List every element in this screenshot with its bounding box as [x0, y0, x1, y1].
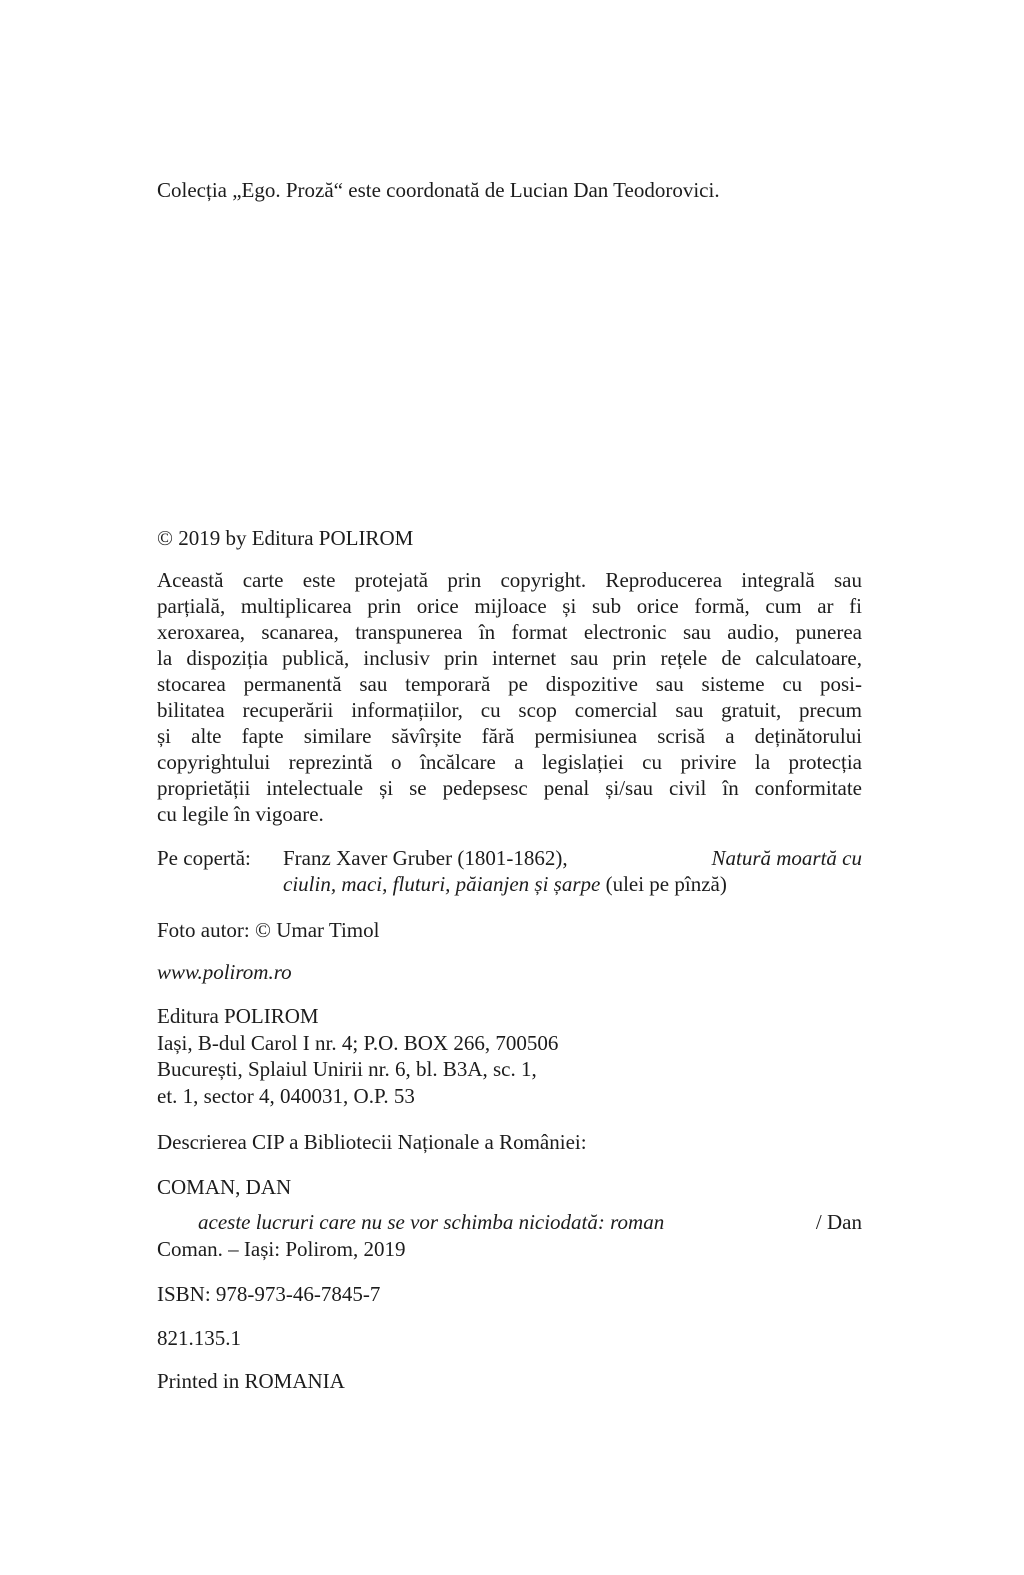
cip-imprint: Coman. – Iași: Polirom, 2019: [157, 1237, 406, 1261]
paragraph-line: la dispoziția publică, inclusiv prin internet sau prin rețele de calculatoare,: [157, 646, 862, 670]
cover-title-part2: ciulin, maci, fluturi, păianjen și șarpe: [283, 872, 601, 896]
cip-author: COMAN, DAN: [157, 1175, 292, 1199]
paragraph-line: parțială, multiplicarea prin orice mijloace și sub orice formă, cum ar fi: [157, 594, 862, 618]
cip-classification: 821.135.1: [157, 1326, 241, 1350]
paragraph-line: și alte fapte similare săvîrșite fără permisiunea scrisă a deținătorului: [157, 724, 862, 748]
cover-line-2: [283, 871, 727, 897]
cip-title-line: [198, 1209, 862, 1235]
cip-title: aceste lucruri care nu se vor schimba niciodată: roman: [198, 1210, 665, 1234]
cover-line-1: [283, 845, 862, 871]
cover-medium: (ulei pe pînză): [605, 872, 727, 896]
paragraph-line: cu legile în vigoare.: [157, 802, 324, 826]
copyright-line: © 2019 by Editura POLIROM: [157, 526, 414, 550]
cip-heading: Descrierea CIP a Bibliotecii Naționale a României:: [157, 1130, 587, 1154]
publisher-line: Iași, B-dul Carol I nr. 4; P.O. BOX 266, 700506: [157, 1031, 559, 1055]
printed-in: Printed in ROMANIA: [157, 1369, 345, 1393]
publisher-line: Editura POLIROM: [157, 1004, 319, 1028]
cover-title-part1: Natură moartă cu: [711, 846, 862, 870]
paragraph-line: bilitatea recuperării informațiilor, cu scop comercial sau gratuit, precum: [157, 698, 862, 722]
cover-label: Pe copertă:: [157, 846, 251, 870]
paragraph-line: stocarea permanentă sau temporară pe dispozitive sau sisteme cu posi-: [157, 672, 862, 696]
paragraph-line: proprietății intelectuale și se pedepsesc penal și/sau civil în conformitate: [157, 776, 862, 800]
publisher-line: București, Splaiul Unirii nr. 6, bl. B3A, sc. 1,: [157, 1057, 537, 1081]
cip-isbn: ISBN: 978-973-46-7845-7: [157, 1282, 381, 1306]
cover-artist: Franz Xaver Gruber (1801-1862),: [283, 846, 568, 870]
collection-note: Colecția „Ego. Proză“ este coordonată de Lucian Dan Teodorovici.: [157, 178, 720, 202]
paragraph-line: Această carte este protejată prin copyright. Reproducerea integrală sau: [157, 568, 862, 592]
photo-credit: Foto autor: © Umar Timol: [157, 918, 380, 942]
paragraph-line: copyrightului reprezintă o încălcare a legislației cu privire la protecția: [157, 750, 862, 774]
publisher-line: et. 1, sector 4, 040031, O.P. 53: [157, 1084, 415, 1108]
website-link[interactable]: www.polirom.ro: [157, 960, 292, 984]
paragraph-line: xeroxarea, scanarea, transpunerea în format electronic sau audio, punerea: [157, 620, 862, 644]
cip-title-rest: / Dan: [815, 1210, 862, 1234]
